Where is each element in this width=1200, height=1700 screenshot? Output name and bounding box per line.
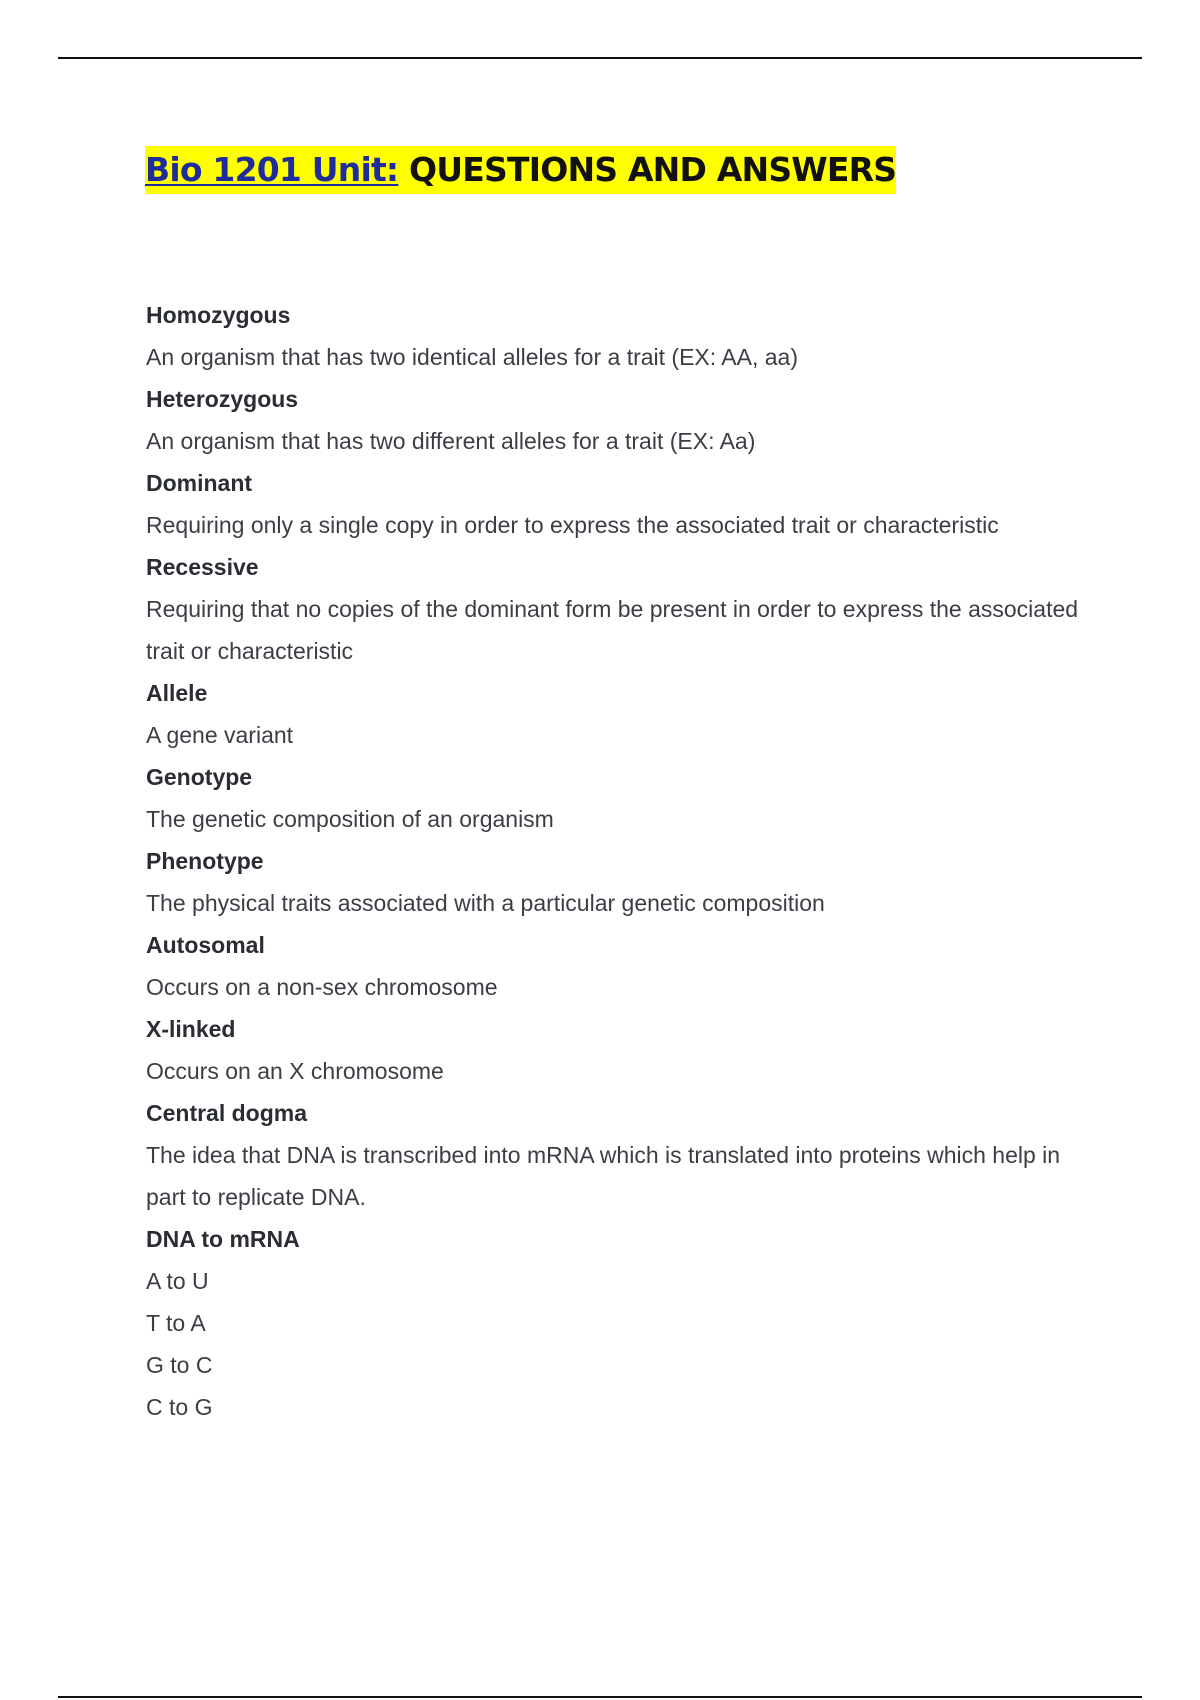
term-x-linked: X-linked [146, 1016, 236, 1042]
page-title [145, 146, 896, 194]
term-central-dogma: Central dogma [146, 1100, 308, 1126]
title-subtitle: QUESTIONS AND ANSWERS [409, 150, 897, 189]
footer-rule [58, 1696, 1142, 1698]
term-dominant: Dominant [146, 470, 253, 496]
pair-c-to-g: C to G [146, 1394, 213, 1420]
definition-homozygous: An organism that has two identical alleles for a trait (EX: AA, aa) [146, 344, 798, 370]
definition-phenotype: The physical traits associated with a particular genetic composition [146, 890, 825, 916]
pair-t-to-a: T to A [146, 1310, 206, 1336]
term-heterozygous: Heterozygous [146, 386, 299, 412]
term-genotype: Genotype [146, 764, 253, 790]
term-phenotype: Phenotype [146, 848, 264, 874]
definition-recessive: Requiring that no copies of the dominant form be present in order to express the associated trait or characteristic [146, 596, 1079, 664]
term-autosomal: Autosomal [146, 932, 265, 958]
term-homozygous: Homozygous [146, 302, 291, 328]
term-dna-to-mrna: DNA to mRNA [146, 1226, 300, 1252]
course-title-link[interactable]: Bio 1201 Unit: [145, 150, 399, 189]
term-recessive: Recessive [146, 554, 259, 580]
definition-autosomal: Occurs on a non-sex chromosome [146, 974, 498, 1000]
pair-g-to-c: G to C [146, 1352, 213, 1378]
definition-heterozygous: An organism that has two different alleles for a trait (EX: Aa) [146, 428, 756, 454]
term-allele: Allele [146, 680, 208, 706]
definition-dominant: Requiring only a single copy in order to express the associated trait or characteristic [146, 512, 999, 538]
definition-x-linked: Occurs on an X chromosome [146, 1058, 444, 1084]
header-rule [58, 57, 1142, 59]
pair-a-to-u: A to U [146, 1268, 209, 1294]
definition-central-dogma: The idea that DNA is transcribed into mRNA which is translated into proteins which help in part to replicate DNA. [146, 1142, 1061, 1210]
definition-genotype: The genetic composition of an organism [146, 806, 554, 832]
qa-list [146, 294, 1096, 1428]
definition-allele: A gene variant [146, 722, 294, 748]
